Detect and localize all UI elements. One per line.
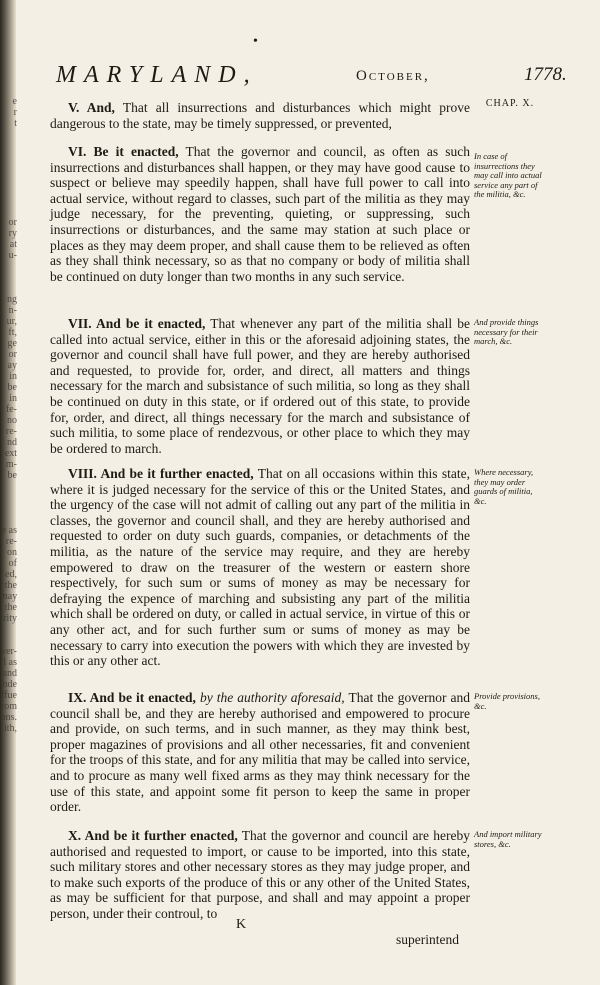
section-9: [50, 690, 470, 815]
bleed-line: [0, 272, 17, 283]
bleed-line: [0, 492, 17, 503]
section-5-text: That all insurrections and disturbances which might prove dangerous to the state, may be timely suppressed, or prevented,: [50, 100, 471, 131]
section-6-text: That the governor and council, as often as such insurrections and disturbances shall happen, or they may have good cause to suspect or believe may speedily happen, shall have full power to call into actual service, without regard to classes, such part of the militia as they may judge necessary, for the preventing, quieting, or suppressing, such insurrections or disturbances, and the same may station at such place or places as they may deem proper, and shall cause them to be relieved as often as they shall think necessary, so as that no company or body of militia shall be continued on duty longer than two months in any such service.: [50, 144, 471, 284]
bleed-line: u-: [8, 250, 17, 261]
margin-note-8: Where necessary, they may order guards of militia, &c.: [474, 467, 534, 506]
bleed-line: [0, 514, 17, 525]
bleed-line: the: [4, 602, 17, 613]
bleed-line: ver-: [1, 646, 17, 657]
bleed-line: [0, 635, 17, 646]
section-8-text: That on all occasions within this state, where it is judged necessary for the service of this or the United States, and the urgency of the case will not admit of calling out any part of the militia in classes, the governor and council shall, and they are hereby authorised and requested to order on duty such guards, companies, or detachments of the militia, as the nature of the service may require, and they are hereby empowered to draw on the treasurer of the western or eastern shore respectively, for such sum or sums of money as may be necessary for defraying the expence of marching and subsisting any part of the militia which shall be ordered on duty, or called in actual service, in virtue of this or any other act, and for such further sum or sums of money as may be necessary to carry into execution the powers with which they are invested by this or any other act.: [50, 466, 470, 669]
bleed-line: [0, 151, 17, 162]
bleed-line: [0, 206, 17, 217]
section-5-heading: V. And,: [68, 100, 115, 115]
section-9-heading: IX. And be it enacted,: [68, 690, 196, 705]
section-7-text: That whenever any part of the militia shall be called into actual service, either in this or the aforesaid adjoining states, the governor and council shall have full power, and they are hereby authorised and requested, to provide for, order, and direct, all matters and things necessary for the march and subsistance of such militia, so long as they shall be continued on duty in this state, or if ordered out of this state, to provide for, order, and direct, all things necessary for the march and subsistance of such militia, to some place of rendezvous, or other place to which they may be ordered to march.: [50, 316, 470, 456]
running-header: [56, 62, 576, 92]
section-10: [50, 828, 470, 922]
section-9-heading-italic: by the authority aforesaid,: [199, 690, 345, 705]
bleed-line: ith,: [3, 723, 17, 734]
margin-note-7: And provide things necessary for their march, &c.: [474, 317, 539, 346]
chapter-label: CHAP. X.: [485, 98, 535, 109]
bleed-line: ffue: [1, 690, 17, 701]
header-year: 1778.: [524, 64, 567, 85]
bleed-line: no: [7, 415, 17, 426]
bleed-line: rity: [3, 613, 17, 624]
section-10-text: That the governor and council are hereby authorised and requested to import, or cause to be imported, into this state, such military stores and other necessary stores as they may judge proper, and to make such exports of the produce of this or any other of the United States, as may be sufficient for that purpose, and shall and may appoint a proper person, under their controul, to: [50, 828, 470, 921]
section-7-heading: VII. And be it enacted,: [68, 316, 206, 331]
bleed-line: [0, 283, 17, 294]
bleed-line: be: [7, 470, 17, 481]
bleed-line: may: [0, 591, 17, 602]
bleed-line: [0, 503, 17, 514]
bleed-line: in: [9, 393, 17, 404]
bleed-line: [0, 261, 17, 272]
section-6-heading: VI. Be it enacted,: [68, 144, 179, 159]
bleed-line: t: [14, 118, 17, 129]
section-9-text: That the governor and council shall be, and they are hereby authorised and empowered to procure and provide, on such terms, and in such manner, as they may think best, proper magazines of provisions and all other necessaries, fit and convenient for the troops of this state, and for any militia that may be called into service, and to procure as many well fixed arms as they may think necessary for the use of this state, and appoint some fit person to keep the same in proper order.: [50, 690, 471, 815]
bleed-line: in: [9, 371, 17, 382]
bleed-line: ge: [7, 338, 17, 349]
bleed-line: e: [12, 96, 17, 107]
bleed-line: at: [9, 239, 17, 250]
bleed-line: of: [8, 558, 17, 569]
bleed-line: [0, 184, 17, 195]
section-5: [50, 100, 470, 131]
bleed-line: [0, 195, 17, 206]
margin-note-10: And import military stores, &c.: [474, 829, 542, 849]
bleed-line: [0, 624, 17, 635]
bleed-line: r: [13, 107, 17, 118]
catchword: superintend: [396, 932, 459, 947]
bleed-line: ft,: [8, 327, 17, 338]
bleed-line: [0, 173, 17, 184]
section-8: [50, 466, 470, 669]
bleed-line: [0, 162, 17, 173]
bleed-line: ry: [8, 228, 17, 239]
bleed-line: or: [8, 217, 17, 228]
bleed-line: or: [8, 349, 17, 360]
margin-note-6: In case of insurrections they may call into actual service any part of the militia, &c.: [474, 151, 542, 199]
bleed-line: fe-: [5, 404, 17, 415]
bleed-line: ons.: [0, 712, 17, 723]
bleed-line: rom: [0, 701, 17, 712]
header-month: October,: [356, 68, 430, 84]
bleed-line: ext: [4, 448, 17, 459]
bleed-line: ng: [7, 294, 17, 305]
section-6: [50, 144, 470, 284]
bleed-line: on: [7, 547, 17, 558]
bleed-line: ay: [7, 360, 17, 371]
header-title: MARYLAND,: [56, 62, 258, 88]
section-10-heading: X. And be it further enacted,: [68, 828, 238, 843]
bleed-line: ur,: [6, 316, 17, 327]
bleed-line: re-: [5, 536, 17, 547]
bleed-line: be: [7, 382, 17, 393]
section-7: [50, 316, 470, 456]
signature-mark: K: [236, 917, 247, 932]
section-8-heading: VIII. And be it further enacted,: [68, 466, 254, 481]
bleed-line: the: [4, 580, 17, 591]
bleed-line: l as: [3, 657, 17, 668]
bleed-line: nde: [2, 679, 17, 690]
margin-note-9: Provide provisions, &c.: [474, 691, 540, 711]
bleed-line: ed,: [5, 569, 17, 580]
bleed-line: n-: [8, 305, 17, 316]
printer-dot: •: [253, 34, 258, 49]
bleed-line: re-: [5, 426, 17, 437]
bleed-line: [0, 140, 17, 151]
facing-page-bleed: [0, 96, 17, 734]
document-page: [18, 0, 600, 985]
bleed-line: and: [2, 668, 17, 679]
bleed-line: [0, 481, 17, 492]
bleed-line: e as: [1, 525, 17, 536]
bleed-line: m-: [5, 459, 17, 470]
bleed-line: nd: [7, 437, 17, 448]
bleed-line: [0, 129, 17, 140]
